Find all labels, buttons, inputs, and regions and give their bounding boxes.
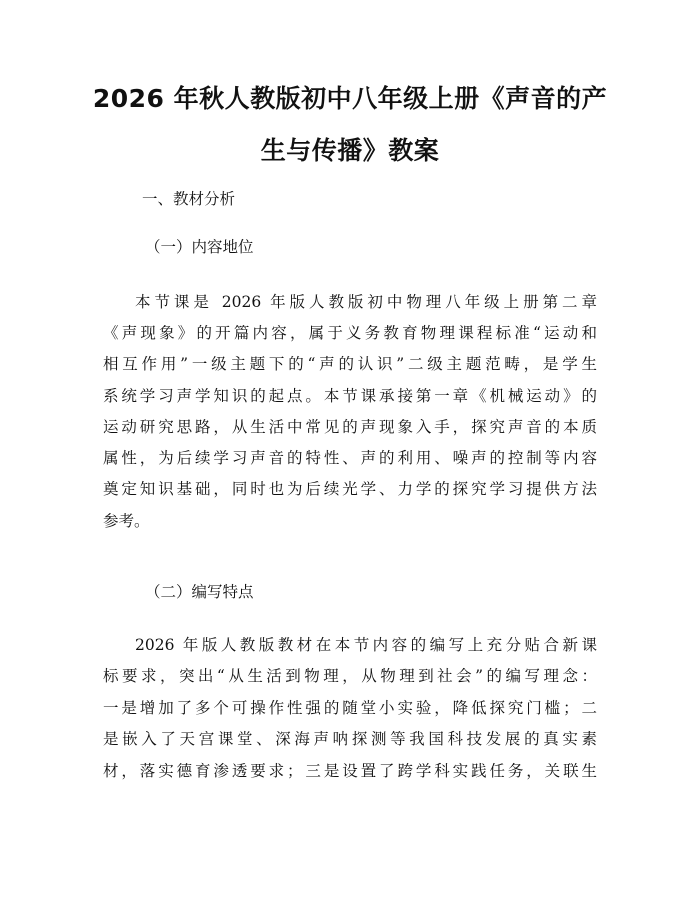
paragraph-1-line: 属性，为后续学习声音的特性、声的利用、噪声的控制等内容: [103, 449, 597, 467]
subsection-heading-writing-features: （二）编写特点: [145, 583, 254, 601]
paragraph-1-line: 参考。: [103, 512, 150, 530]
paragraph-1-line: 《声现象》的开篇内容，属于义务教育物理课程标准“运动和: [103, 324, 597, 342]
subsection-heading-content-position: （一）内容地位: [145, 238, 254, 256]
paragraph-1-line: 本节课是 2026 年版人教版初中物理八年级上册第二章: [135, 293, 597, 311]
paragraph-1-line: 系统学习声学知识的起点。本节课承接第一章《机械运动》的: [103, 387, 597, 405]
paragraph-2-line: 一是增加了多个可操作性强的随堂小实验，降低探究门槛；二: [103, 699, 597, 717]
document-title-line-2: 生与传播》教案: [260, 136, 440, 165]
paragraph-1-line: 运动研究思路，从生活中常见的声现象入手，探究声音的本质: [103, 418, 597, 436]
paragraph-2-line: 材，落实德育渗透要求；三是设置了跨学科实践任务，关联生: [103, 762, 597, 780]
paragraph-1-line: 相互作用”一级主题下的“声的认识”二级主题范畴，是学生: [103, 355, 597, 373]
document-title-line-1: 2026 年秋人教版初中八年级上册《声音的产: [92, 84, 608, 113]
paragraph-2-line: 2026 年版人教版教材在本节内容的编写上充分贴合新课: [135, 636, 597, 654]
paragraph-2-line: 标要求，突出“从生活到物理，从物理到社会”的编写理念：: [103, 667, 597, 685]
section-heading-textbook-analysis: 一、教材分析: [142, 190, 236, 208]
paragraph-1-line: 奠定知识基础，同时也为后续光学、力学的探究学习提供方法: [103, 480, 597, 498]
paragraph-2-line: 是嵌入了天宫课堂、深海声呐探测等我国科技发展的真实素: [103, 730, 597, 748]
